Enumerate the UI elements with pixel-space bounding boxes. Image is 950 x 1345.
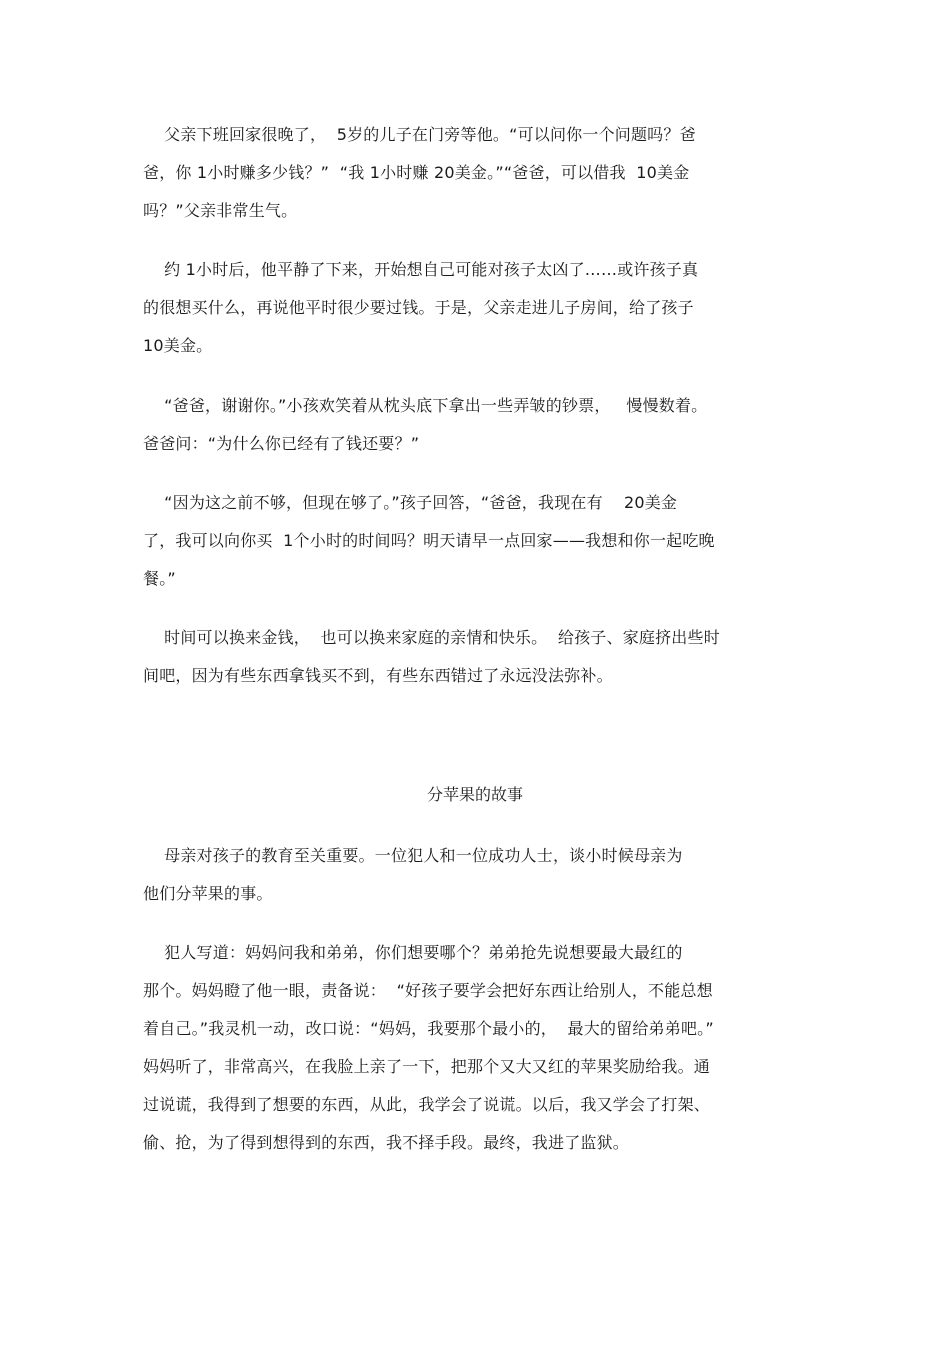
section-title: 分苹果的故事 xyxy=(426,785,523,804)
paragraph-line: 妈妈听了，非常高兴，在我脸上亲了一下，把那个又大又红的苹果奖励给我。通 xyxy=(143,1057,711,1076)
paragraph-line: 间吧，因为有些东西拿钱买不到，有些东西错过了永远没法弥补。 xyxy=(143,666,613,685)
paragraph-line: 爸，你 1小时赚多少钱？” “我 1小时赚 20美金。”“爸爸，可以借我 10美金 xyxy=(143,163,690,182)
paragraph-line: 偷、抢，为了得到想得到的东西，我不择手段。最终，我进了监狱。 xyxy=(143,1133,630,1152)
paragraph-line: 爸爸问：“为什么你已经有了钱还要？” xyxy=(143,434,420,453)
paragraph-line: 的很想买什么，再说他平时很少要过钱。于是，父亲走进儿子房间，给了孩子 xyxy=(143,298,694,317)
paragraph-line: 10美金。 xyxy=(143,336,213,355)
paragraph-line: 着自己。”我灵机一动，改口说：“妈妈，我要那个最小的， 最大的留给弟弟吧。” xyxy=(143,1019,714,1038)
paragraph-line: “爸爸，谢谢你。”小孩欢笑着从枕头底下拿出一些弄皱的钞票， 慢慢数着。 xyxy=(143,396,708,415)
paragraph-line: 吗？”父亲非常生气。 xyxy=(143,201,298,220)
paragraph-line: 母亲对孩子的教育至关重要。一位犯人和一位成功人士，谈小时候母亲为 xyxy=(143,846,683,865)
paragraph-line: 时间可以换来金钱， 也可以换来家庭的亲情和快乐。 给孩子、家庭挤出些时 xyxy=(143,628,720,647)
paragraph-line: 犯人写道：妈妈问我和弟弟，你们想要哪个？弟弟抢先说想要最大最红的 xyxy=(143,943,683,962)
paragraph-line: 那个。妈妈瞪了他一眼，责备说： “好孩子要学会把好东西让给别人，不能总想 xyxy=(143,981,713,1000)
paragraph-line: 餐。” xyxy=(143,569,176,588)
paragraph-line: “因为这之前不够，但现在够了。”孩子回答，“爸爸，我现在有 20美金 xyxy=(143,493,678,512)
paragraph-line: 了，我可以向你买 1个小时的时间吗？明天请早一点回家——我想和你一起吃晚 xyxy=(143,531,715,550)
paragraph-line: 约 1小时后，他平静了下来，开始想自己可能对孩子太凶了……或许孩子真 xyxy=(143,260,699,279)
paragraph-line: 过说谎，我得到了想要的东西，从此，我学会了说谎。以后，我又学会了打架、 xyxy=(143,1095,711,1114)
paragraph-line: 父亲下班回家很晚了， 5岁的儿子在门旁等他。“可以问你一个问题吗？爸 xyxy=(143,125,696,144)
paragraph-line: 他们分苹果的事。 xyxy=(143,884,273,903)
